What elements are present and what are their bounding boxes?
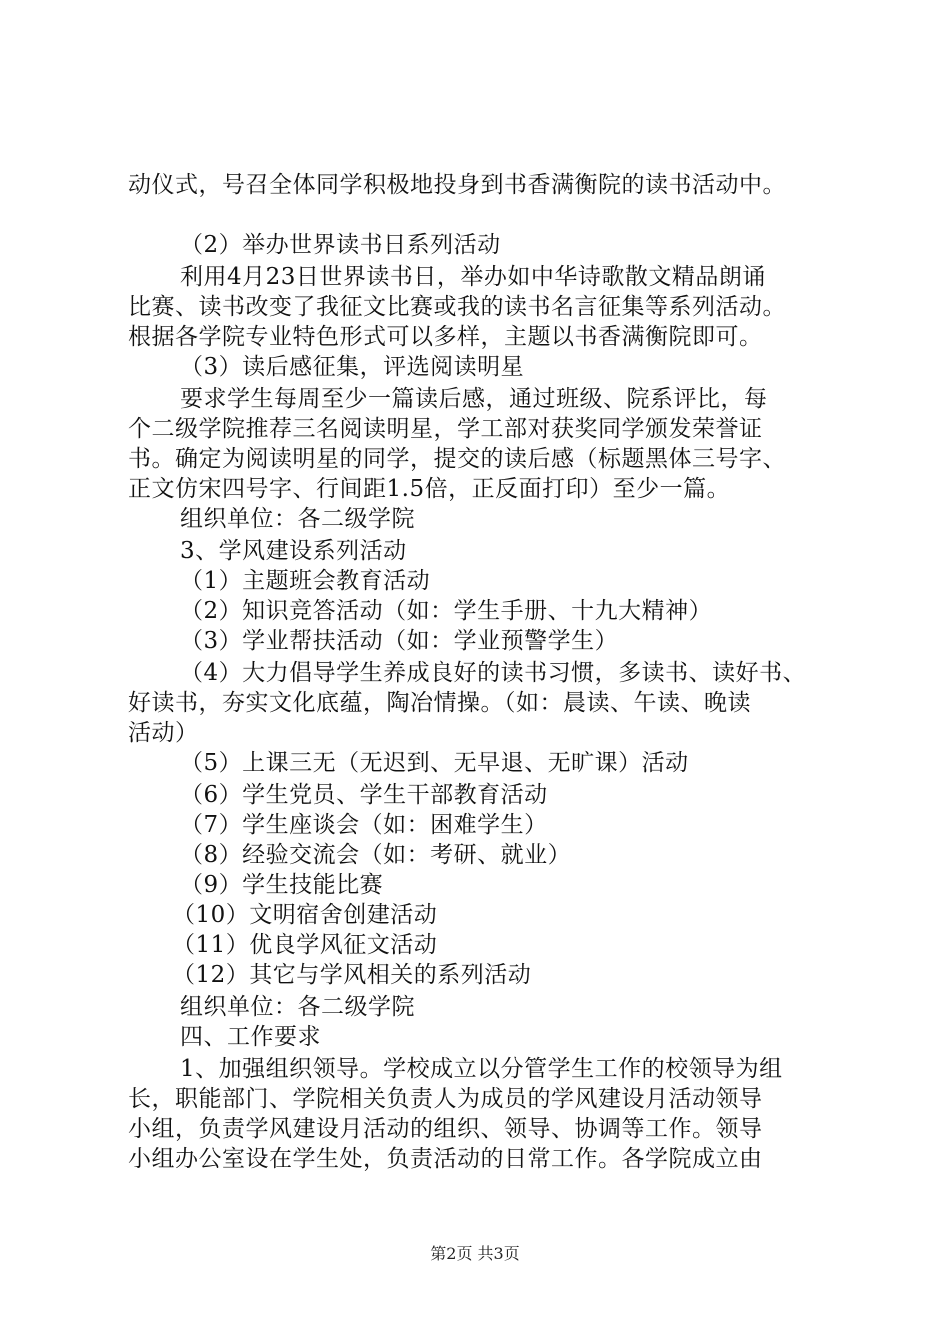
text-line: 根据各学院专业特色形式可以多样，主题以书香满衡院即可。 [128,324,763,350]
text-line: 书。确定为阅读明星的同学，提交的读后感（标题黑体三号字、 [128,446,786,472]
text-line: 好读书，夯实文化底蕴，陶冶情操。（如：晨读、午读、晚读 [128,690,751,716]
text-line: 组织单位：各二级学院 [180,506,415,532]
text-line: （10）文明宿舍创建活动 [172,902,438,928]
text-line: （3）读后感征集，评选阅读明星 [180,354,525,380]
text-line: 3、学风建设系列活动 [180,538,407,564]
text-line: 活动） [128,720,199,746]
text-line: （5）上课三无（无迟到、无早退、无旷课）活动 [180,750,689,776]
text-line: 长，职能部门、学院相关负责人为成员的学风建设月活动领导 [128,1086,763,1112]
text-line: （7）学生座谈会（如：困难学生） [180,812,548,838]
text-line: 比赛、读书改变了我征文比赛或我的读书名言征集等系列活动。 [128,294,786,320]
text-line: 四、工作要求 [180,1024,321,1050]
text-line: 个二级学院推荐三名阅读明星，学工部对获奖同学颁发荣誉证 [128,416,763,442]
text-line: 利用4月23日世界读书日，举办如中华诗歌散文精品朗诵 [180,264,766,290]
text-line: （11）优良学风征文活动 [172,932,438,958]
text-line: （1）主题班会教育活动 [180,568,431,594]
text-line: （4）大力倡导学生养成良好的读书习惯，多读书、读好书、 [180,660,807,686]
text-line: 组织单位：各二级学院 [180,994,415,1020]
text-line: （2）知识竞答活动（如：学生手册、十九大精神） [180,598,713,624]
text-line: （12）其它与学风相关的系列活动 [172,962,532,988]
text-line: （6）学生党员、学生干部教育活动 [180,782,548,808]
text-line: 动仪式，号召全体同学积极地投身到书香满衡院的读书活动中。 [128,172,786,198]
page-footer: 第2页 共3页 [430,1244,520,1263]
text-line: （2）举办世界读书日系列活动 [180,232,501,258]
text-line: 正文仿宋四号字、行间距1.5倍，正反面打印）至少一篇。 [128,476,731,502]
text-line: 1、加强组织领导。学校成立以分管学生工作的校领导为组 [180,1056,783,1082]
text-line: 要求学生每周至少一篇读后感，通过班级、院系评比，每 [180,386,768,412]
text-line: （3）学业帮扶活动（如：学业预警学生） [180,628,619,654]
text-line: （9）学生技能比赛 [180,872,384,898]
text-line: 小组办公室设在学生处，负责活动的日常工作。各学院成立由 [128,1146,763,1172]
text-line: （8）经验交流会（如：考研、就业） [180,842,572,868]
text-line: 小组，负责学风建设月活动的组织、领导、协调等工作。领导 [128,1116,763,1142]
